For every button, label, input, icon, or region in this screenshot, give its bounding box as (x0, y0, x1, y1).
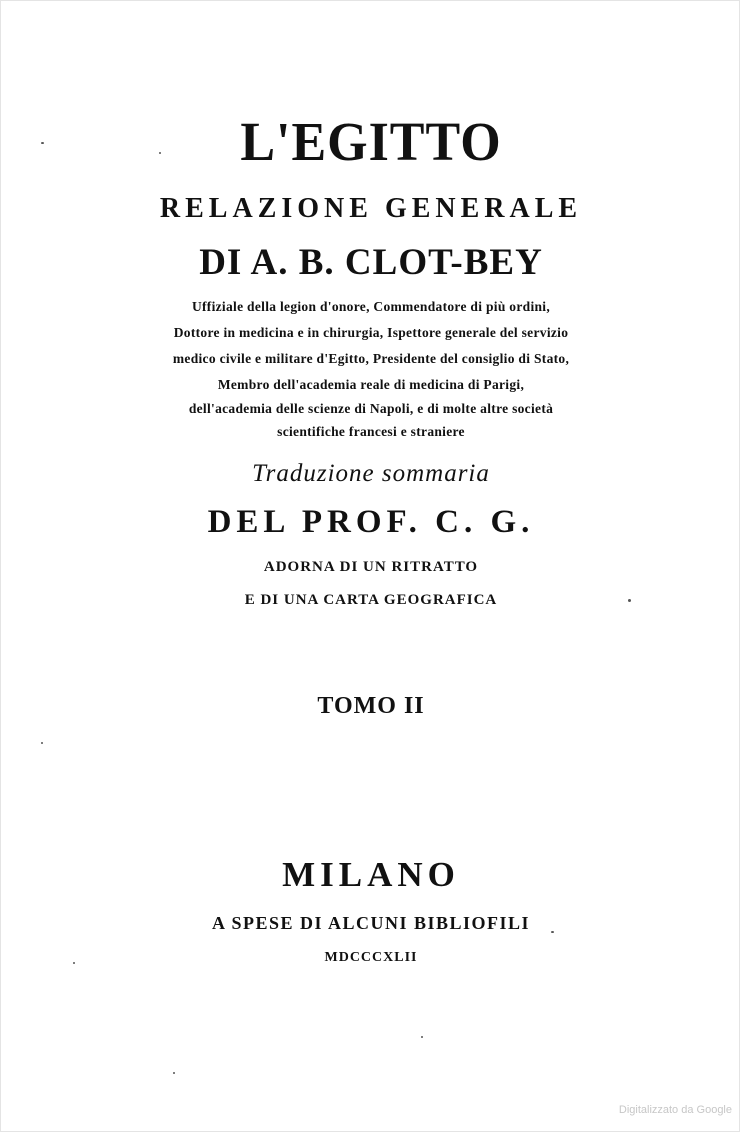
author-credential: Uffiziale della legion d'onore, Commendatore di più ordini, (191, 299, 551, 314)
book-author: DI A. B. CLOT-BEY (199, 242, 543, 283)
ink-speck (421, 1036, 423, 1038)
ink-speck (159, 152, 161, 154)
digitization-watermark: Digitalizzato da Google (618, 1104, 732, 1116)
book-subtitle: RELAZIONE GENERALE (159, 193, 583, 224)
adornment-line: E DI UNA CARTA GEOGRAFICA (244, 592, 498, 608)
ink-speck (628, 599, 631, 602)
author-credential: Dottore in medicina e in chirurgia, Ispettore generale del servizio (173, 325, 569, 340)
ink-speck (73, 962, 75, 964)
author-credential: medico civile e militare d'Egitto, Presidente del consiglio di Stato, (172, 351, 570, 366)
publication-year: MDCCCXLII (324, 950, 418, 965)
publication-city: MILANO (282, 855, 460, 894)
author-credential: Membro dell'academia reale di medicina di Parigi, (217, 377, 525, 392)
translator: DEL PROF. C. G. (207, 504, 535, 540)
volume-label: TOMO II (317, 693, 425, 719)
author-credential: dell'academia delle scienze di Napoli, e di molte altre società (188, 401, 554, 416)
ink-speck (551, 931, 554, 933)
adornment-line: ADORNA DI UN RITRATTO (263, 559, 479, 575)
translation-note: Traduzione sommaria (252, 460, 490, 487)
ink-speck (41, 742, 43, 744)
ink-speck (173, 1072, 175, 1074)
ink-speck (41, 142, 44, 144)
book-title: L'EGITTO (240, 112, 502, 173)
author-credential: scientifiche francesi e straniere (277, 424, 465, 439)
publisher: A SPESE DI ALCUNI BIBLIOFILI (211, 913, 531, 933)
